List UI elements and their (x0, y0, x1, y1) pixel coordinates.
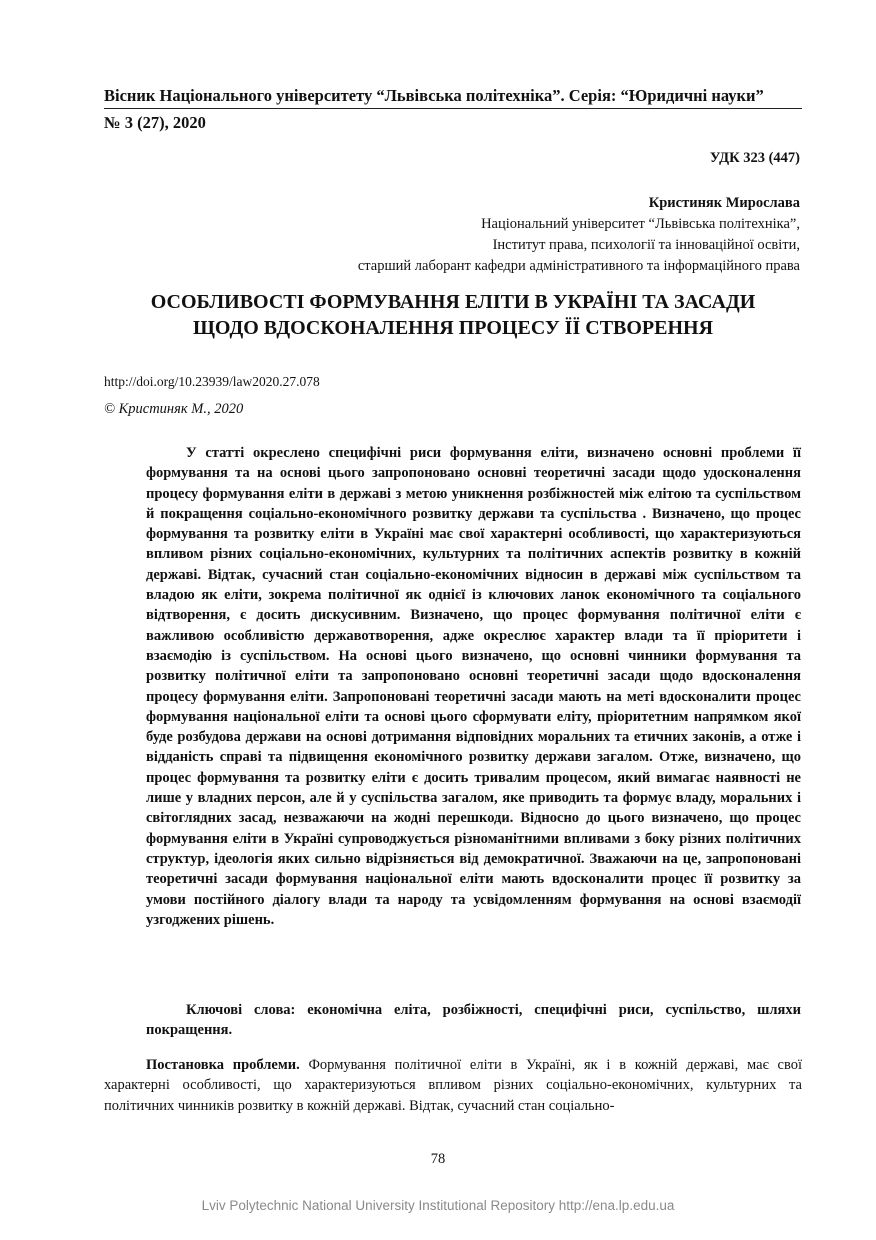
keywords: Ключові слова: економічна еліта, розбіжності, специфічні риси, суспільство, шляхи покращення. (146, 1002, 801, 1039)
body-paragraph (104, 1055, 802, 1116)
title-line-2: ЩОДО ВДОСКОНАЛЕННЯ ПРОЦЕСУ ЇЇ СТВОРЕННЯ (192, 317, 714, 339)
page-number: 78 (430, 1151, 446, 1167)
doi-link[interactable]: http://doi.org/10.23939/law2020.27.078 (104, 374, 320, 389)
abstract: У статті окреслено специфічні риси формування еліти, визначено основні проблеми її формування та на основі цього запропоновано основні теоретичні засади щодо удосконалення процесу формування еліти в державі з метою уникнення розбіжностей між елітою та суспільством й покращення соціально-економічного розвитку держави та суспільства . Визначено, що процес формування та розвитку еліти в Україні має свої характерні особливості, що характеризуються впливом різних соціально-економічних, культурних та політичних аспектів розвитку в кожній державі. Відтак, сучасний стан соціально-економічних відносин в державі між суспільством та владою як еліти, зокрема політичної як однієї із ключових ланок економічного та соціального відтворення, є досить дискусивним. Визначено, що процес формування політичної еліти є важливою особливістю державотворення, адже окреслює характер влади та її пріоритети і взаємодію із суспільством. На основі цього визначено, що основні чинники формування та розвитку політичної еліти та запропоновано основні теоретичні засади щодо вдосконалення процесу формування еліти. Запропоновані теоретичні засади мають на меті вдосконалити процес формування національної еліти та основі цього сформувати еліту, пріоритетним напрямком якої буде розбудова держави на основі дотримання відповідних моральних та етичних законів, а отже і відданість справі та підвищення економічного розвитку держави загалом. Отже, визначено, що процес формування та розвитку еліти є досить тривалим процесом, який вимагає наявності не лише у владних персон, але й у суспільства загалом, яке приводить та формує владу, моральних і світоглядних засад, незважаючи на жодні перешкоди. Відносно до цього визначено, що процес формування еліти в Україні супроводжується різноманітними впливами з боку різних політичних структур, ідеологія яких сильно відрізняється від демократичної. Зважаючи на це, запропоновані теоретичні засади формування національної еліти мають вдосконалити процес її розвитку за умови постійного діалогу влади та народу та усвідомленням формування на основі взаємодії узгоджених рішень. (146, 445, 801, 928)
copyright: © Кристиняк М., 2020 (104, 401, 244, 417)
article-title (104, 289, 802, 341)
section-heading: Постановка проблеми. (146, 1057, 300, 1073)
issue-number: № 3 (27), 2020 (104, 113, 206, 132)
repository-footer[interactable]: Lviv Polytechnic National University Institutional Repository http://ena.lp.edu.ua (201, 1198, 675, 1213)
author-position: старший лаборант кафедри адміністративного та інформаційного права (357, 258, 800, 274)
author-name: Кристиняк Мирослава (648, 195, 800, 211)
journal-title: Вісник Національного університету “Львівська політехніка”. Серія: “Юридичні науки” (104, 86, 764, 105)
author-block (358, 193, 800, 277)
title-line-1: ОСОБЛИВОСТІ ФОРМУВАННЯ ЕЛІТИ В УКРАЇНІ ТА ЗАСАДИ (150, 291, 756, 313)
author-affiliation-university: Національний університет “Львівська політехніка”, (481, 216, 800, 232)
author-affiliation-institute: Інститут права, психології та інноваційної освіти, (492, 237, 800, 253)
header-rule (104, 108, 802, 109)
body-text: Формування політичної еліти в Україні, як і в кожній державі, має свої характерні особливості, що характеризуються впливом різних соціально-економічних, культурних та політичних чинників розвитку в кожній державі. Відтак, сучасний стан соціально- (104, 1057, 803, 1114)
udc-code: УДК 323 (447) (709, 150, 800, 166)
